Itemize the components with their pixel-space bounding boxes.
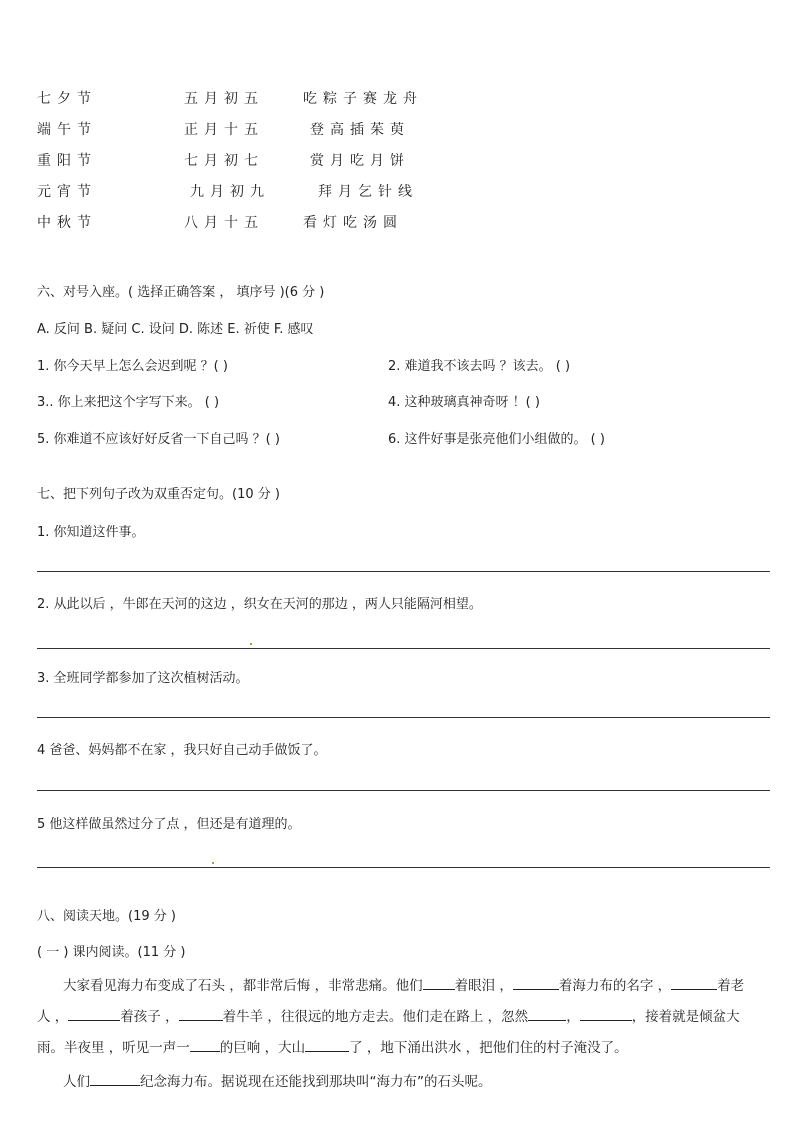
festival-custom: 看灯吃汤圆 [303, 215, 403, 231]
fill-blank[interactable] [190, 1037, 220, 1052]
festival-date: 九月初九 [190, 184, 270, 200]
fill-blank[interactable] [90, 1071, 140, 1086]
festival-custom: 登高插茱萸 [310, 122, 410, 138]
festival-date: 五月初五 [184, 91, 264, 107]
festival-custom: 赏月吃月饼 [310, 153, 410, 169]
answer-line[interactable] [37, 867, 770, 868]
question-item: 4. 这种玻璃真神奇呀 ！( ) [388, 395, 540, 410]
rewrite-item: 1. 你知道这件事。 [37, 525, 145, 540]
rewrite-item: 5 他这样做虽然过分了点 ，但还是有道理的。 [37, 817, 301, 832]
festival-name: 端午节 [37, 122, 97, 138]
festival-date: 正月十五 [184, 122, 264, 138]
text-segment: ，接着就是倾盆大雨。半夜里 ，听见一声一 [37, 1009, 740, 1056]
rewrite-item: 4 爸爸、妈妈都不在家 ，我只好自己动手做饭了。 [37, 743, 327, 758]
answer-line[interactable] [37, 648, 770, 649]
answer-line[interactable] [37, 790, 770, 791]
festival-date: 七月初七 [184, 153, 264, 169]
fill-blank[interactable] [305, 1037, 349, 1052]
answer-line[interactable] [37, 717, 770, 718]
question-item: 1. 你今天早上怎么会迟到呢 ？( ) [37, 359, 228, 374]
festival-custom: 吃粽子赛龙舟 [303, 91, 423, 107]
festival-name: 中秋节 [37, 215, 97, 231]
text-segment: 的巨响 ，大山 [219, 1040, 306, 1056]
question-item: 2. 难道我不该去吗 ？该去。 ( ) [388, 359, 571, 374]
text-segment: 大家看见海力布变成了石头 ，都非常后悔 ，非常悲痛。他们 [63, 978, 423, 994]
text-segment: 着孩子 ， [120, 1009, 179, 1025]
stray-mark [212, 862, 214, 864]
fill-blank[interactable] [580, 1006, 632, 1021]
text-segment: 人们 [63, 1074, 90, 1090]
text-segment: 着牛羊 ，往很远的地方走去。他们走在路上 ，忽然 [222, 1009, 529, 1025]
reading-subtitle: ( 一 ) 课内阅读。(11 分 ) [37, 945, 186, 960]
fill-blank[interactable] [68, 1006, 120, 1021]
festival-custom: 拜月乞针线 [318, 184, 418, 200]
answer-options: A. 反问 B. 疑问 C. 设问 D. 陈述 E. 祈使 F. 感叹 [37, 322, 314, 337]
question-item: 6. 这件好事是张亮他们小组做的。 ( ) [388, 432, 605, 447]
fill-blank[interactable] [671, 975, 717, 990]
text-segment: 着海力布的名字 ， [558, 978, 672, 994]
section-6-title: 六、对号入座。( 选择正确答案 ， 填序号 )(6 分 ) [37, 285, 325, 300]
fill-blank[interactable] [513, 975, 559, 990]
section-8-title: 八、阅读天地。(19 分 ) [37, 909, 176, 924]
fill-blank[interactable] [528, 1006, 566, 1021]
stray-mark [250, 643, 252, 645]
festival-name: 元宵节 [37, 184, 97, 200]
text-segment: ， [566, 1009, 580, 1025]
rewrite-item: 2. 从此以后 ，牛郎在天河的这边 ，织女在天河的那边 ，两人只能隔河相望。 [37, 597, 482, 612]
reading-paragraph-2 [37, 1067, 757, 1098]
festival-name: 重阳节 [37, 153, 97, 169]
answer-line[interactable] [37, 571, 770, 572]
rewrite-item: 3. 全班同学都参加了这次植树活动。 [37, 671, 249, 686]
text-segment: 着老人 ， [37, 978, 745, 1025]
fill-blank[interactable] [423, 975, 455, 990]
text-segment: 着眼泪 ， [454, 978, 513, 994]
section-7-title: 七、把下列句子改为双重否定句。(10 分 ) [37, 487, 280, 502]
question-item: 5. 你难道不应该好好反省一下自己吗 ？( ) [37, 432, 280, 447]
reading-paragraph-1 [37, 971, 757, 1064]
question-item: 3.. 你上来把这个字写下来。 ( ) [37, 395, 220, 410]
text-segment: 了 ，地下涌出洪水 ，把他们住的村子淹没了。 [349, 1040, 628, 1056]
festival-date: 八月十五 [184, 215, 264, 231]
festival-name: 七夕节 [37, 91, 97, 107]
text-segment: 纪念海力布。据说现在还能找到那块叫“海力布”的石头呢。 [140, 1074, 492, 1090]
fill-blank[interactable] [179, 1006, 223, 1021]
